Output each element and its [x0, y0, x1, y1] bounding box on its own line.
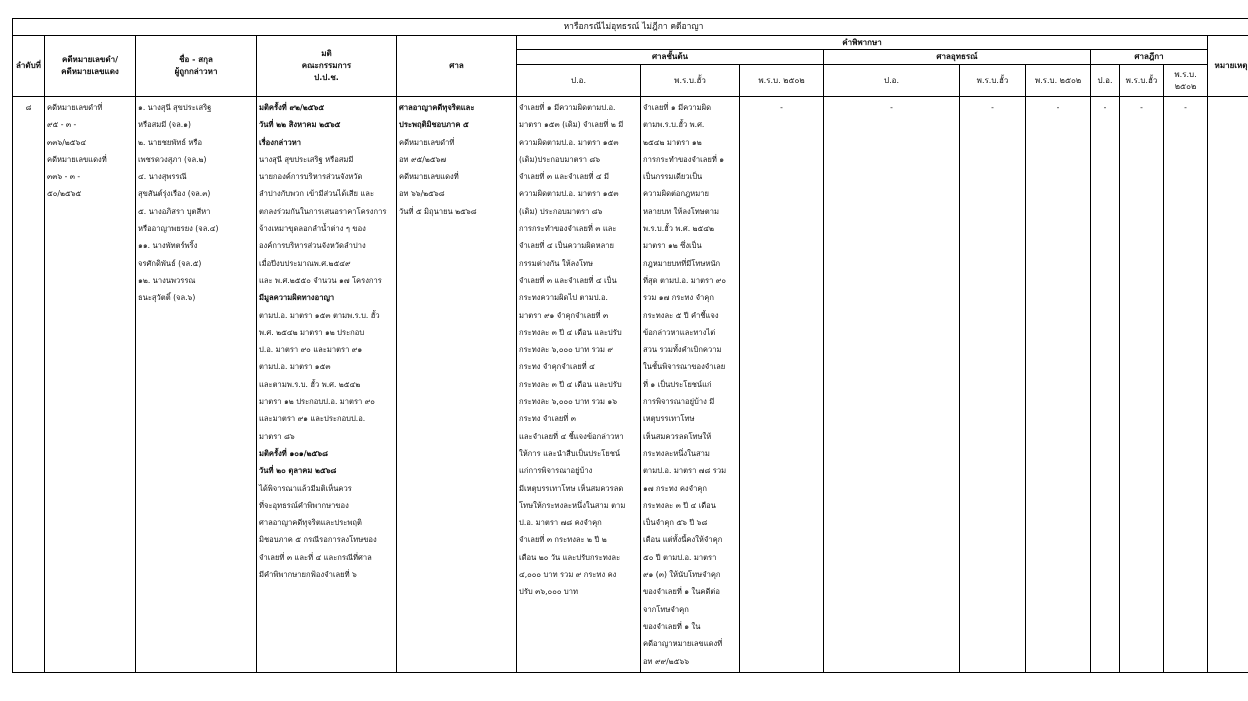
row-no: ๘: [13, 97, 45, 673]
text-line: ประพฤติมิชอบภาค ๕: [399, 120, 469, 130]
text-line: ๔. นางสุพรรณี: [138, 172, 187, 182]
text-line: ในชั้นพิจารณาของจำเลย: [643, 362, 726, 372]
text-line: กระทง จำเลยที่ ๓: [519, 414, 576, 424]
text-line: ปรับ ๓๖,๐๐๐ บาท: [519, 587, 578, 597]
header-court: ศาล: [397, 36, 517, 97]
text-line: เหตุบรรเทาโทษ: [643, 414, 695, 424]
text-line: ๒๕๔๒ มาตรา ๑๒: [643, 137, 702, 147]
header-name: ชื่อ - สกุล ผู้ถูกกล่าวหา: [136, 36, 257, 97]
text-line: กรรมต่างกัน ให้ลงโทษ: [519, 258, 594, 268]
text-line: พ.ศ. ๒๕๔๒ มาตรา ๑๒ ประกอบ: [259, 327, 365, 337]
text-line: ศาลอาญาคดีทุจริตและ: [399, 103, 475, 112]
text-line: กระทงละ ๓ ปี ๔ เดือน และปรับ: [519, 379, 622, 389]
row-first-bribery: [641, 97, 740, 673]
text-line: ๑๑. นางพัทตร์พริ้ง: [138, 241, 198, 251]
row-supreme-criminal: -: [1091, 97, 1120, 673]
header-resolution: มติ คณะกรรมการ ป.ป.ช.: [257, 36, 397, 97]
text-line: มติครั้งที่ ๙๒/๒๕๖๕: [259, 103, 325, 112]
text-line: การกระทำของจำเลยที่ ๑: [643, 154, 725, 164]
text-line: ที่ ๑ เป็นประโยชน์แก่: [643, 379, 712, 389]
text-line: มาตรา ๘๖: [259, 431, 295, 441]
text-line: จ้างเหมาขุดลอกลำน้ำต่าง ๆ ของ: [259, 224, 366, 234]
text-line: จำเลยที่ ๓ กระทงละ ๒ ปี ๒: [519, 535, 607, 545]
text-line: นางสุนี สุขประเสริฐ หรือสมมี: [259, 154, 354, 164]
text-line: กระทงละ ๖,๐๐๐ บาท รวม ๑๖: [519, 397, 618, 407]
text-line: ๔,๐๐๐ บาท รวม ๙ กระทง คง: [519, 570, 617, 580]
text-line: อท ๖๖/๒๕๖๘: [399, 189, 445, 199]
text-line: มาตรา ๑๕๓ (เดิม) จำเลยที่ ๒ มี: [519, 120, 624, 130]
header-remark: หมายเหตุ: [1208, 36, 1248, 97]
document-sheet: [12, 18, 1248, 673]
text-line: ๙๑ (๓) ให้นับโทษจำคุก: [643, 570, 721, 580]
header-appeal-bribery: พ.ร.บ.ฮั้ว: [960, 65, 1026, 97]
text-line: ๓๓๖ - ๓ -: [47, 172, 81, 182]
text-line: ตามป.อ. มาตรา ๑๕๓: [259, 362, 331, 372]
row-appeal-criminal: -: [824, 97, 960, 673]
row-appeal-bribery: -: [960, 97, 1026, 673]
text-line: เพชรดวงสุภา (จล.๒): [138, 154, 207, 164]
text-line: มีเหตุบรรเทาโทษ เห็นสมควรลด: [519, 483, 624, 493]
header-no: ลำดับที่: [13, 36, 45, 97]
text-line: และมาตรา ๙๑ และประกอบป.อ.: [259, 414, 366, 424]
text-line: กระทงละ ๕ ปี คำชี้แจง: [643, 310, 719, 320]
text-line: สวน รวมทั้งคำเบิกความ: [643, 345, 722, 355]
text-line: กระทงละหนึ่งในสาม: [643, 448, 710, 458]
text-line: เป็นกรรมเดียวเป็น: [643, 172, 703, 182]
text-line: กระทงความผิดไป ตามป.อ.: [519, 293, 608, 303]
text-line: ๕. นางอภิสรา บุตสีหา: [138, 206, 211, 216]
text-line: และ พ.ศ.๒๕๕๐ จำนวน ๑๗ โครงการ: [259, 275, 382, 285]
text-line: มีคำพิพากษายกฟ้องจำเลยที่ ๖: [259, 570, 357, 580]
text-line: จำเลยที่ ๑ มีความผิด: [643, 103, 712, 112]
text-line: ๓๓๖/๒๕๖๔: [47, 137, 87, 147]
text-line: ตกลงร่วมกันในการเสนอราคาโครงการ: [259, 206, 387, 216]
text-line: มิชอบภาค ๕ กรณีรอการลงโทษของ: [259, 535, 377, 545]
text-line: ๕๐ ปี ตามป.อ. มาตรา: [643, 552, 717, 562]
text-line: ความผิดต่อกฎหมาย: [643, 189, 709, 199]
header-supreme-bribery: พ.ร.บ.ฮั้ว: [1120, 65, 1164, 97]
text-line: หรือสมมี (จล.๑): [138, 120, 191, 130]
text-line: กระทงละ ๖,๐๐๐ บาท รวม ๙: [519, 345, 613, 355]
row-case-no: [45, 97, 136, 673]
text-line: และตามพ.ร.บ. ฮั้ว พ.ศ. ๒๕๔๒: [259, 379, 361, 389]
text-line: (เดิม) ประกอบมาตรา ๘๖: [519, 206, 603, 216]
row-supreme-bribery: -: [1120, 97, 1164, 673]
text-line: ที่จะอุทธรณ์คำพิพากษาของ: [259, 500, 349, 510]
header-court-appeal: ศาลอุทธรณ์: [824, 50, 1091, 65]
header-first-act: พ.ร.บ. ๒๕๐๒: [740, 65, 824, 97]
text-line: เรื่องกล่าวหา: [259, 137, 301, 147]
table-title: หารือกรณีไม่อุทธรณ์ ไม่ฎีกา คดีอาญา: [13, 19, 1248, 36]
text-line: องค์การบริหารส่วนจังหวัดลำปาง: [259, 241, 366, 251]
text-line: คดีหมายเลขดำที่: [47, 103, 103, 112]
text-line: ความผิดตามป.อ. มาตรา ๑๕๓: [519, 189, 619, 199]
text-line: จรศักดิพันธ์ (จล.๕): [138, 258, 202, 268]
text-line: ให้การ และนำสืบเป็นประโยชน์: [519, 448, 621, 458]
text-line: จำเลยที่ ๓ และจำเลยที่ ๔ มี: [519, 172, 610, 182]
row-remark: [1208, 97, 1248, 673]
text-line: ๒. นายชยพัทธ์ หรือ: [138, 137, 203, 147]
text-line: ธนะสุวัตติ์ (จล.๖): [138, 293, 196, 303]
text-line: ตามพ.ร.บ.ฮั้ว พ.ศ.: [643, 120, 705, 130]
text-line: มาตรา ๑๒ ซึ่งเป็น: [643, 241, 702, 251]
text-line: กฎหมายบทที่มีโทษหนัก: [643, 258, 721, 268]
text-line: ๑๗ กระทง คงจำคุก: [643, 483, 708, 493]
header-court-supreme: ศาลฎีกา: [1091, 50, 1208, 65]
text-line: ของจำเลยที่ ๑ ใน: [643, 621, 701, 631]
text-line: ๙๕ - ๓ -: [47, 120, 77, 130]
text-line: ที่สุด ตามป.อ. มาตรา ๙๐: [643, 275, 726, 285]
text-line: อท ๙๙/๒๕๖๖: [643, 656, 690, 666]
text-line: ป.อ. มาตรา ๙๐ และมาตรา ๙๑: [259, 345, 363, 355]
row-first-criminal: [517, 97, 641, 673]
text-line: หลายบท ให้ลงโทษตาม: [643, 206, 719, 216]
text-line: มติครั้งที่ ๑๐๑/๒๕๖๘: [259, 448, 328, 458]
text-line: ๑๒. นางนพวรรณ: [138, 275, 196, 285]
text-line: พ.ร.บ.ฮั้ว พ.ศ. ๒๕๔๒: [643, 224, 715, 234]
text-line: วันที่ ๕ มิถุนายน ๒๕๖๘: [399, 206, 477, 216]
text-line: และจำเลยที่ ๔ ชี้แจงข้อกล่าวหา: [519, 431, 624, 441]
text-line: เดือน ๒๐ วัน และปรับกระทงละ: [519, 552, 621, 562]
header-verdict: คำพิพากษา: [517, 36, 1208, 50]
text-line: ป.อ. มาตรา ๗๘ คงจำคุก: [519, 518, 602, 528]
text-line: อท ๙๕/๒๕๖๗: [399, 154, 447, 164]
text-line: ตามป.อ. มาตรา ๗๘ รวม: [643, 466, 727, 476]
text-line: กระทงละ ๓ ปี ๔ เดือน และปรับ: [519, 327, 622, 337]
row-first-act: -: [740, 97, 824, 673]
text-line: ๕๐/๒๕๖๕: [47, 189, 82, 199]
text-line: ได้พิจารณาแล้วมีมติเห็นควร: [259, 483, 352, 493]
text-line: วันที่ ๒๐ ตุลาคม ๒๕๖๘: [259, 466, 337, 476]
text-line: จำเลยที่ ๔ เป็นความผิดหลาย: [519, 241, 614, 251]
text-line: ของจำเลยที่ ๑ ในคดีต่อ: [643, 587, 720, 597]
text-line: มาตรา ๙๑ จำคุกจำเลยที่ ๓: [519, 310, 609, 320]
header-court-first: ศาลชั้นต้น: [517, 50, 824, 65]
text-line: ข้อกล่าวหาและทางไต่: [643, 327, 716, 337]
table-row: [13, 97, 1248, 673]
text-line: นายกองค์การบริหารส่วนจังหวัด: [259, 172, 363, 182]
text-line: คดีหมายเลขดำที่: [399, 137, 455, 147]
row-resolution: [257, 97, 397, 673]
text-line: เป็นจำคุก ๕๖ ปี ๖๘: [643, 518, 708, 528]
text-line: มีมูลความผิดทางอาญา: [259, 293, 335, 303]
text-line: กระทงละ ๓ ปี ๔ เดือน: [643, 500, 716, 510]
row-names: [136, 97, 257, 673]
header-appeal-criminal: ป.อ.: [824, 65, 960, 97]
text-line: จำเลยที่ ๓ และจำเลยที่ ๔ เป็น: [519, 275, 617, 285]
text-line: จากโทษจำคุก: [643, 604, 689, 614]
text-line: เดือน แต่ทั้งนี้คงให้จำคุก: [643, 535, 723, 545]
text-line: คดีอาญาหมายเลขแดงที่: [643, 639, 723, 649]
text-line: การพิจารณาอยู่บ้าง มี: [643, 397, 715, 407]
text-line: รวม ๑๗ กระทง จำคุก: [643, 293, 714, 303]
text-line: จำเลยที่ ๑ มีความผิดตามป.อ.: [519, 103, 616, 112]
text-line: เมื่อปีงบประมาณพ.ศ.๒๕๔๙: [259, 258, 351, 268]
header-case-no: คดีหมายเลขดำ/ คดีหมายเลขแดง: [45, 36, 136, 97]
header-first-criminal: ป.อ.: [517, 65, 641, 97]
header-supreme-act: พ.ร.บ. ๒๕๐๒: [1164, 65, 1208, 97]
text-line: มาตรา ๑๒ ประกอบป.อ. มาตรา ๙๐: [259, 397, 375, 407]
text-line: ความผิดตามป.อ. มาตรา ๑๕๓: [519, 137, 619, 147]
text-line: การกระทำของจำเลยที่ ๓ และ: [519, 224, 617, 234]
row-appeal-act: -: [1026, 97, 1091, 673]
text-line: ลำปางกับพวก เข้ามีส่วนได้เสีย และ: [259, 189, 375, 199]
text-line: โทษให้กระทงละหนึ่งในสาม ตาม: [519, 500, 626, 510]
header-appeal-act: พ.ร.บ. ๒๕๐๒: [1026, 65, 1091, 97]
case-table: [12, 18, 1248, 673]
row-court: [397, 97, 517, 673]
text-line: แก่การพิจารณาอยู่บ้าง: [519, 466, 593, 476]
text-line: กระทง จำคุกจำเลยที่ ๔: [519, 362, 595, 372]
text-line: ศาลอาญาคดีทุจริตและประพฤติ: [259, 518, 362, 528]
text-line: คดีหมายเลขแดงที่: [47, 154, 107, 164]
text-line: คดีหมายเลขแดงที่: [399, 172, 459, 182]
text-line: เห็นสมควรลดโทษให้: [643, 431, 712, 441]
text-line: หรืออาญาพยรยง (จล.๔): [138, 224, 219, 234]
text-line: (เดิม)ประกอบมาตรา ๘๖: [519, 154, 601, 164]
header-first-bribery: พ.ร.บ.ฮั้ว: [641, 65, 740, 97]
text-line: สุขสันต์รุ่งเรือง (จล.๓): [138, 189, 211, 199]
text-line: จำเลยที่ ๓ และที่ ๔ และกรณีที่ศาล: [259, 552, 372, 562]
text-line: ๑. นางสุนี สุขประเสริฐ: [138, 103, 212, 112]
text-line: วันที่ ๒๒ สิงหาคม ๒๕๖๕: [259, 120, 341, 130]
row-supreme-act: -: [1164, 97, 1208, 673]
text-line: ตามป.อ. มาตรา ๑๕๓ ตามพ.ร.บ. ฮั้ว: [259, 310, 380, 320]
header-supreme-criminal: ป.อ.: [1091, 65, 1120, 97]
